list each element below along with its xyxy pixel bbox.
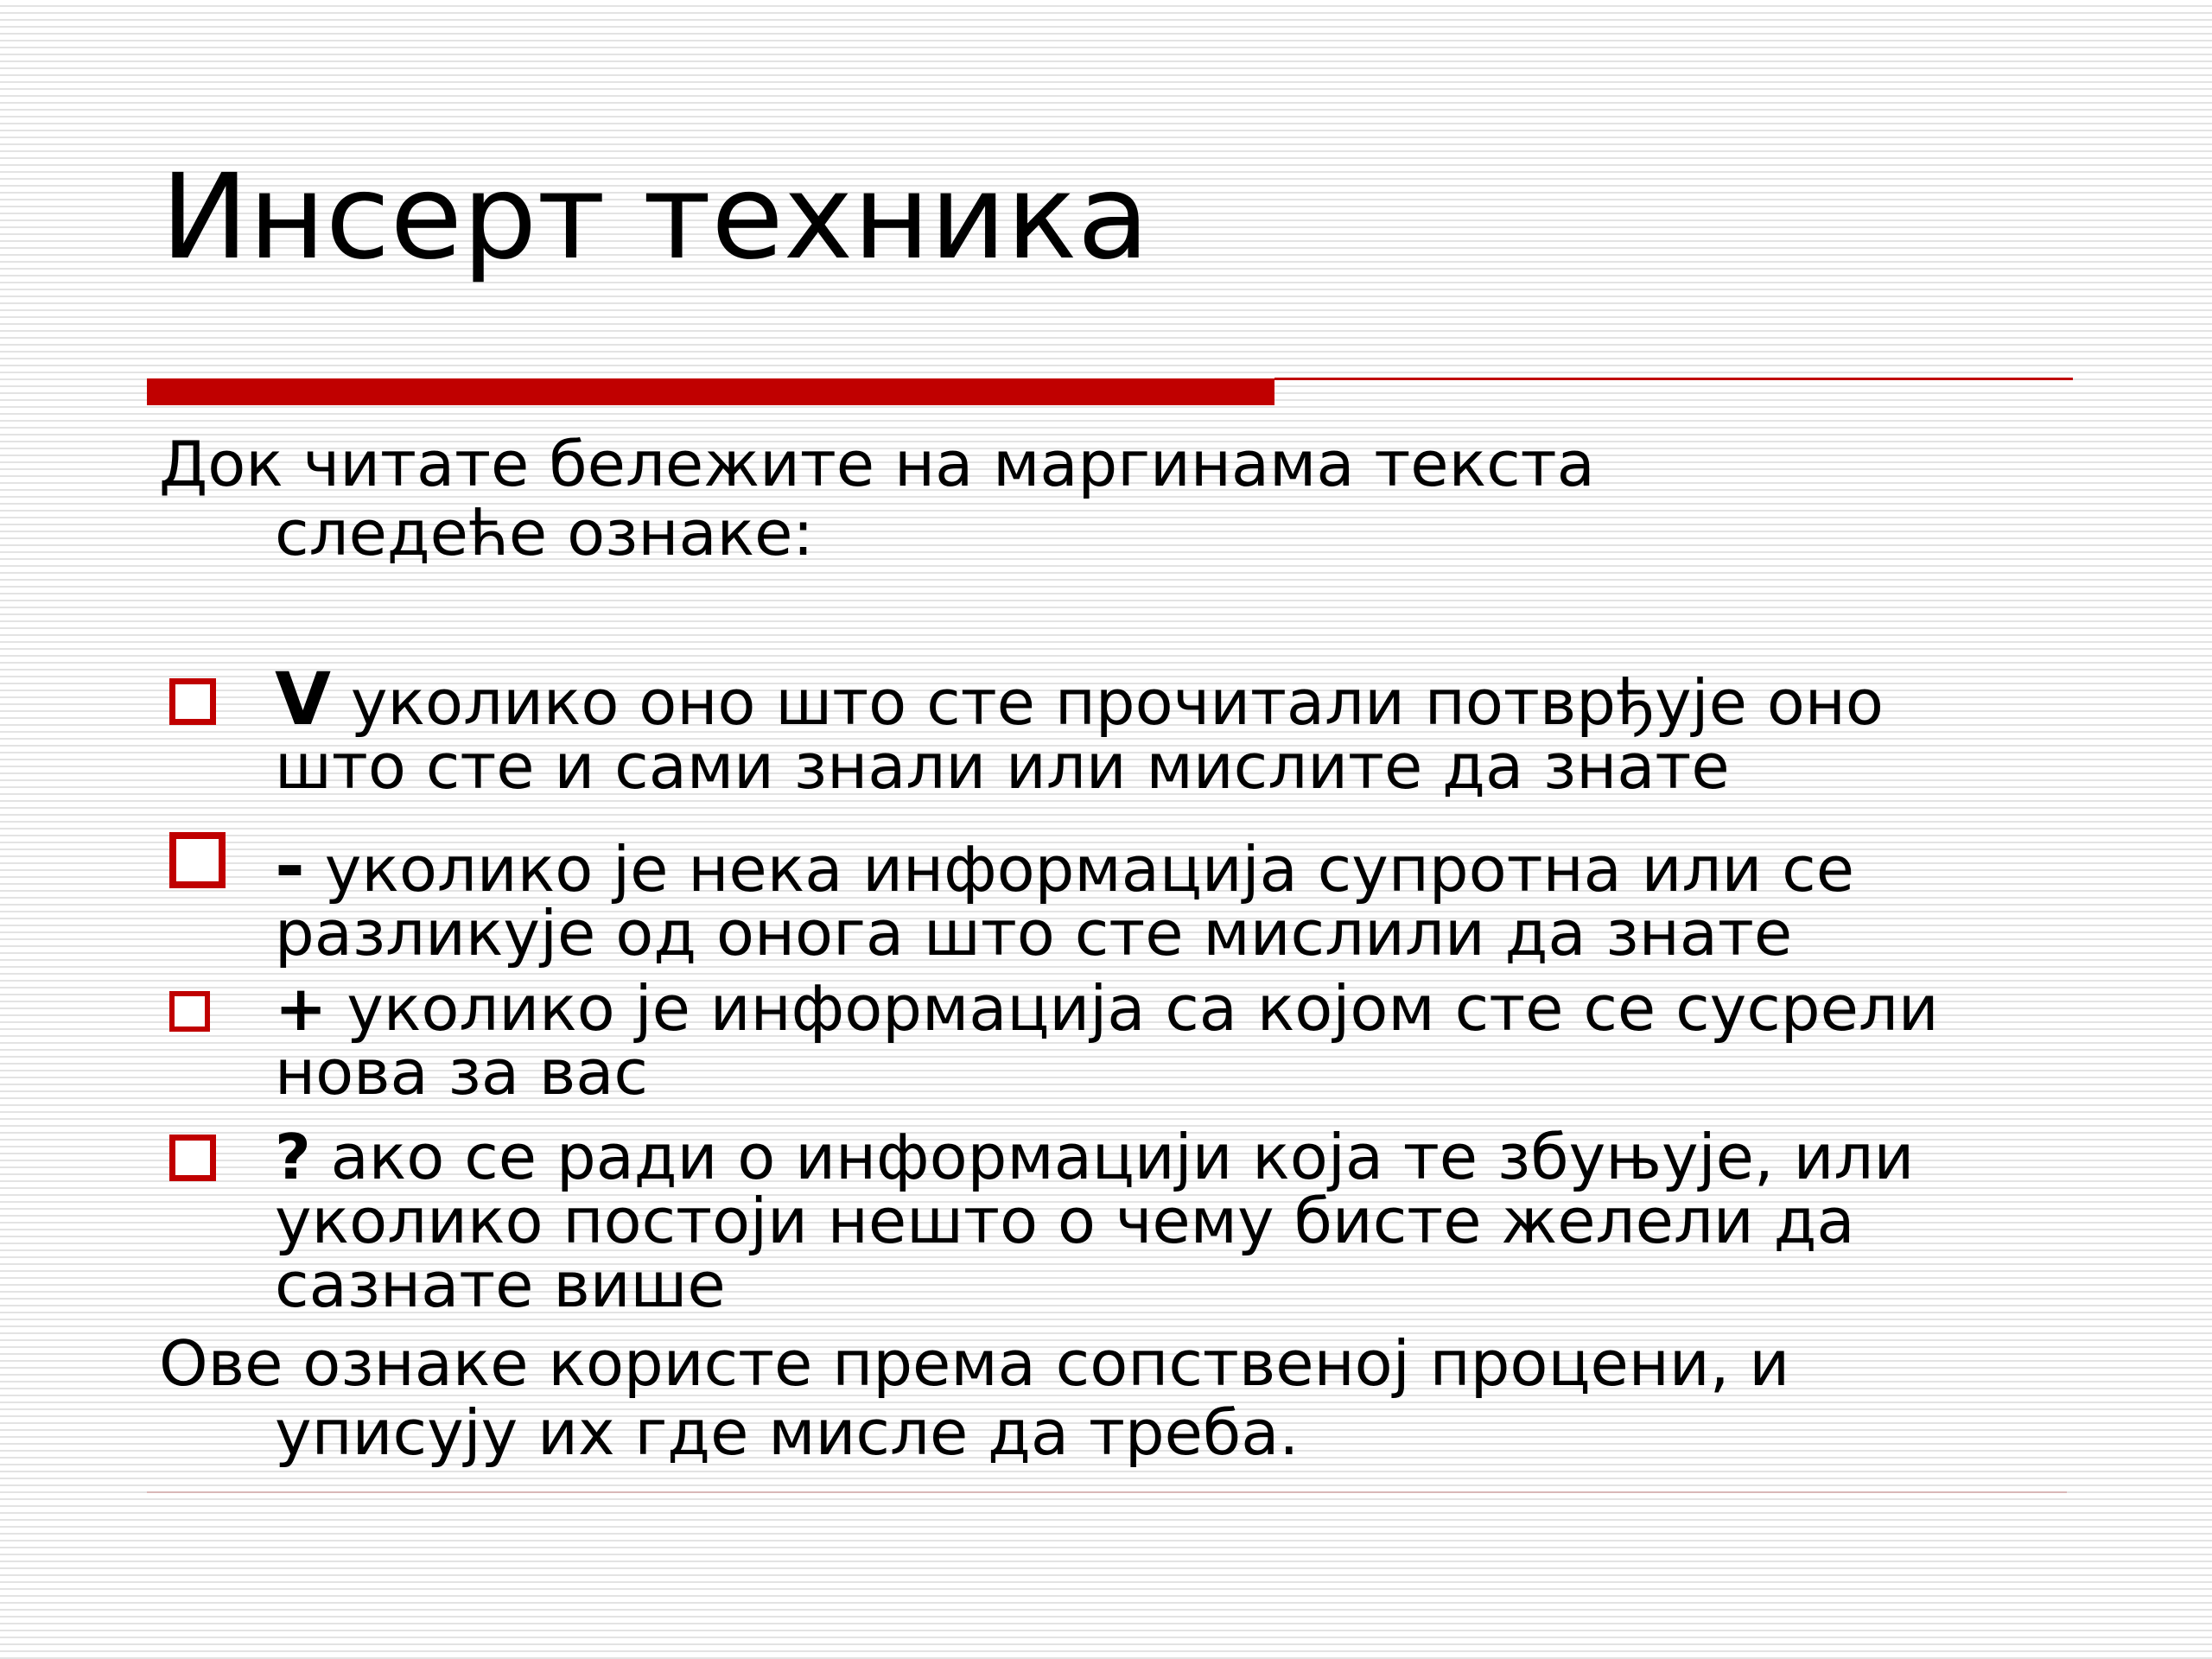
square-bullet-icon — [169, 991, 210, 1032]
bullet-marker: V — [275, 657, 332, 741]
bullet-text: ако се ради о информацији која те збуњује, или — [310, 1121, 1915, 1193]
bullet-line-1 — [275, 823, 1855, 908]
square-bullet-icon — [169, 832, 226, 888]
slide-title: Инсерт техника — [161, 149, 1150, 286]
bullet-marker: - — [275, 823, 305, 908]
outro-line-1: Ове ознаке користе према сопственој процени, и — [159, 1327, 1790, 1400]
outro-line-2: уписују их где мисле да треба. — [275, 1396, 1300, 1469]
intro-line-1: Док читате бележите на маргинама текста — [159, 428, 1595, 500]
intro-line-2: следеће ознаке: — [275, 497, 814, 569]
bullet-line-2: разликује од онога што сте мислили да знате — [275, 897, 1793, 969]
bullet-text: уколико је информација са којом сте се сусрели — [327, 972, 1939, 1045]
bullet-text: уколико оно што сте прочитали потврђује оно — [331, 666, 1884, 739]
bullet-line-2: уколико постоји нешто о чему бисте желели да — [275, 1185, 1855, 1257]
square-bullet-icon — [169, 1135, 216, 1181]
square-bullet-icon — [169, 678, 216, 725]
bullet-line-1 — [275, 972, 1939, 1045]
title-underline-thin — [1274, 378, 2073, 380]
bullet-text: уколико је нека информација супротна или се — [304, 833, 1855, 906]
bullet-line-2: нова за вас — [275, 1036, 648, 1109]
intro-paragraph — [159, 429, 1595, 568]
bullet-item-question — [275, 1121, 1915, 1321]
bullet-item-plus — [275, 972, 1939, 1109]
bullet-line-1 — [275, 1121, 1915, 1193]
bullet-line-1 — [275, 657, 1884, 741]
bullet-line-3: сазнате више — [275, 1249, 726, 1321]
footer-divider — [147, 1491, 2067, 1493]
title-underline-thick — [147, 378, 1274, 405]
outro-paragraph — [159, 1329, 1789, 1467]
bullet-item-minus — [275, 823, 1855, 969]
bullet-line-2: што сте и сами знали или мислите да знате — [275, 730, 1730, 803]
bullet-item-check — [275, 657, 1884, 803]
bullet-marker: ? — [275, 1121, 311, 1193]
bullet-marker: + — [275, 972, 327, 1045]
